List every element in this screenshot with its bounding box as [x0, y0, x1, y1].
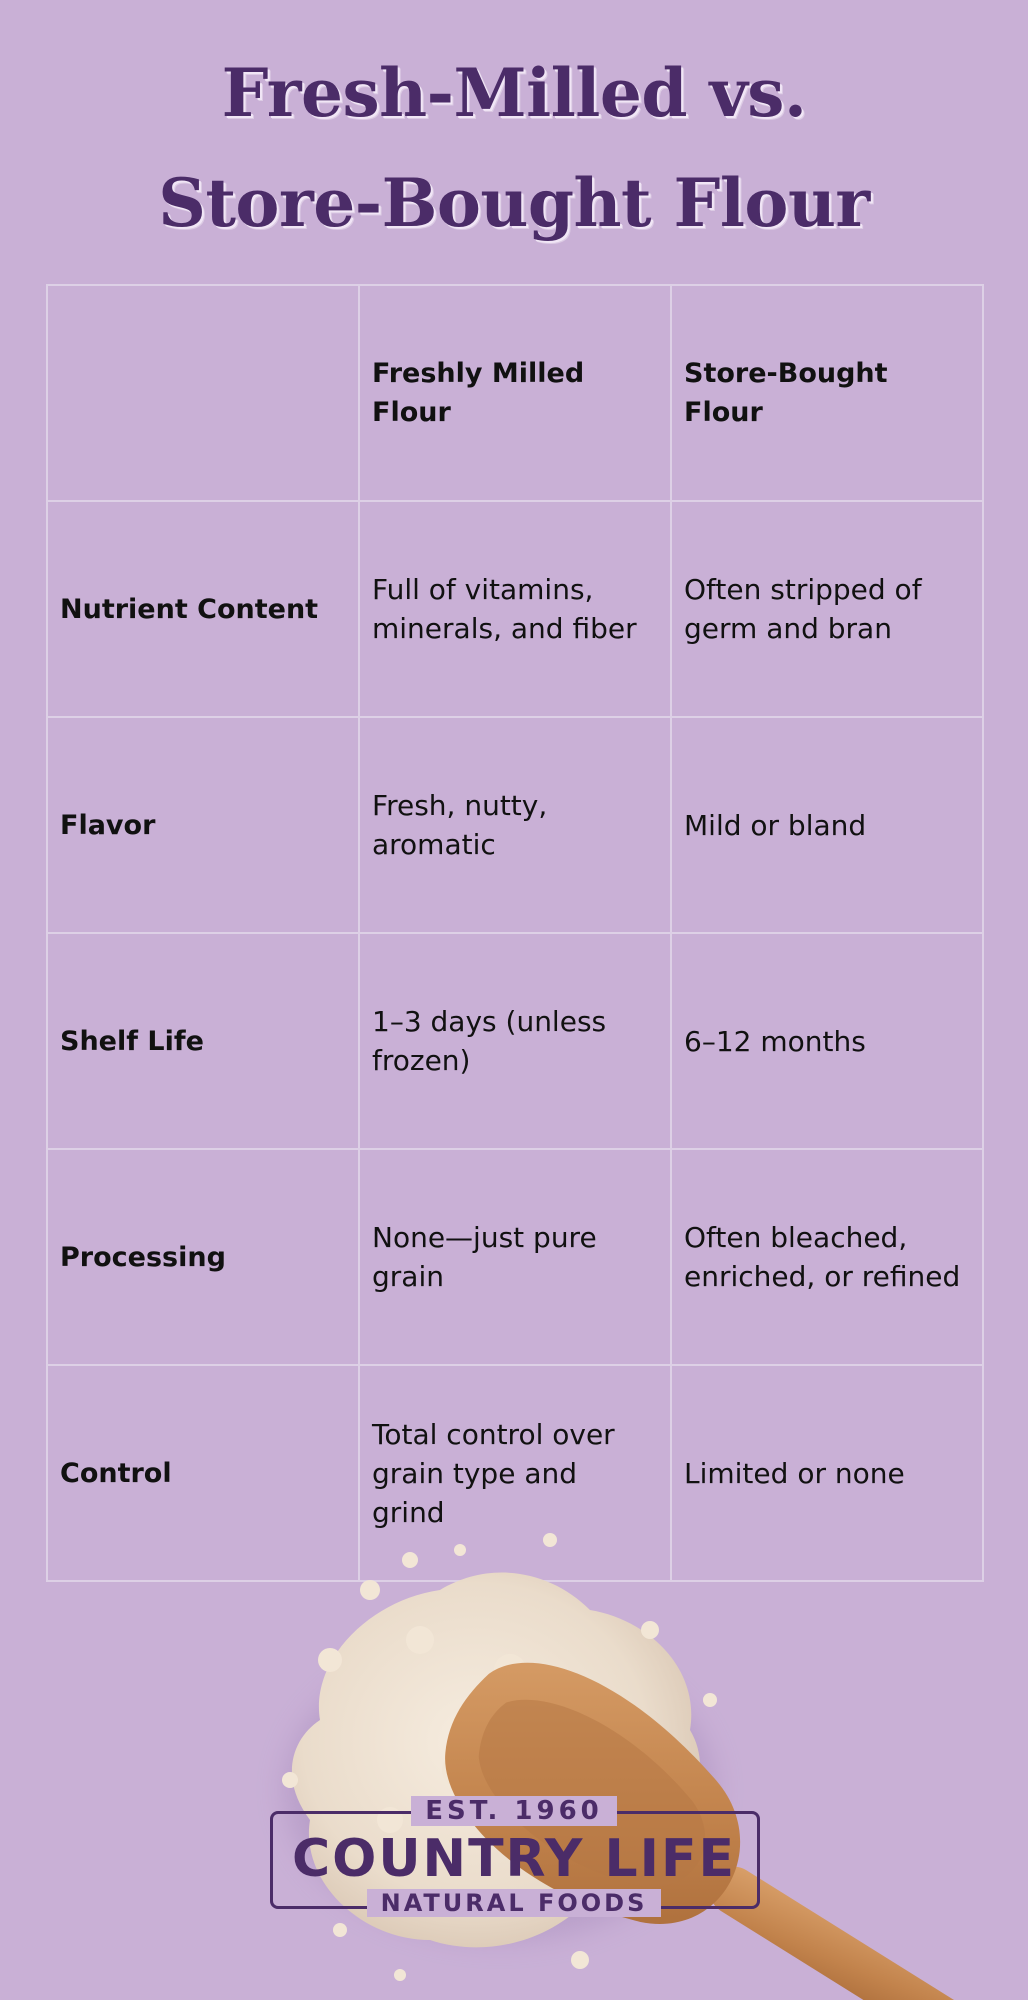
logo-est: EST. 1960 — [411, 1796, 617, 1826]
row-label-nutrient-content: Nutrient Content — [47, 501, 359, 717]
row-label-control: Control — [47, 1365, 359, 1581]
page-title — [0, 38, 1028, 258]
cell-store-control: Limited or none — [671, 1365, 983, 1581]
header-freshly-milled: Freshly Milled Flour — [359, 285, 671, 501]
country-life-logo — [270, 1795, 758, 1917]
row-label-shelf-life: Shelf Life — [47, 933, 359, 1149]
header-cell-empty — [47, 285, 359, 501]
cell-store-processing: Often bleached, enriched, or refined — [671, 1149, 983, 1365]
cell-store-flavor: Mild or bland — [671, 717, 983, 933]
cell-fresh-shelf-life: 1–3 days (unless frozen) — [359, 933, 671, 1149]
cell-fresh-processing: None—just pure grain — [359, 1149, 671, 1365]
table-header-row — [47, 285, 983, 501]
logo-subtitle: NATURAL FOODS — [367, 1889, 662, 1917]
row-label-flavor: Flavor — [47, 717, 359, 933]
comparison-table — [46, 284, 984, 1582]
cell-fresh-nutrient: Full of vitamins, minerals, and fiber — [359, 501, 671, 717]
row-label-processing: Processing — [47, 1149, 359, 1365]
table-row — [47, 717, 983, 933]
table-row — [47, 501, 983, 717]
cell-fresh-flavor: Fresh, nutty, aromatic — [359, 717, 671, 933]
flour-and-scoop-illustration — [250, 1520, 1028, 2000]
header-store-bought: Store-Bought Flour — [671, 285, 983, 501]
cell-store-nutrient: Often stripped of germ and bran — [671, 501, 983, 717]
title-line-2: Store-Bought Flour — [158, 164, 870, 242]
logo-name: COUNTRY LIFE — [291, 1829, 737, 1889]
cell-store-shelf-life: 6–12 months — [671, 933, 983, 1149]
table-row — [47, 933, 983, 1149]
cell-fresh-control: Total control over grain type and grind — [359, 1365, 671, 1581]
table-row — [47, 1149, 983, 1365]
title-line-1: Fresh-Milled vs. — [221, 54, 807, 132]
